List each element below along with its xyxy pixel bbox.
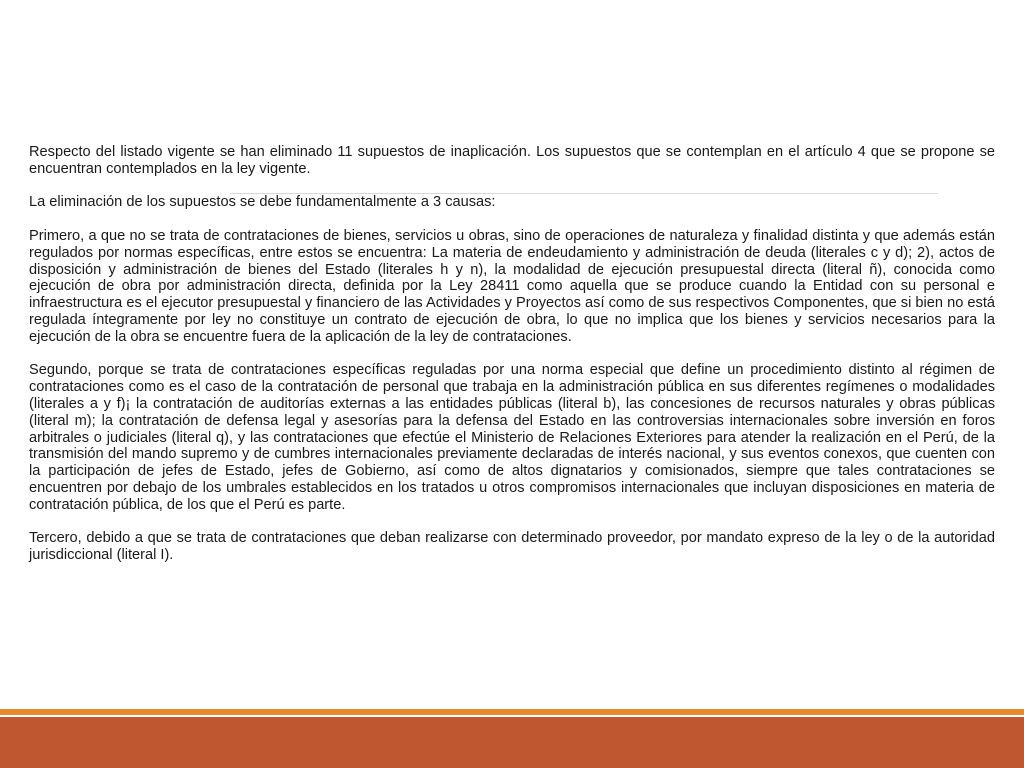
slide-body-text bbox=[29, 144, 995, 564]
paragraph-second-cause: Segundo, porque se trata de contrataciones específicas reguladas por una norma especial que define un procedimiento distinto al régimen de contrataciones como es el caso de la contratación de personal que trabaja en la administración pública en sus diferentes regímenes o modalidades (literales a y f)¡ la contratación de auditorías externas a las entidades públicas (literal b), las concesiones de recursos naturales y obras públicas (literal m); la contratación de defensa legal y asesorías para la defensa del Estado en las controversias internacionales sobre inversión en foros arbitrales o judiciales (literal q), y las contrataciones que efectúe el Ministerio de Relaciones Exteriores para atender la realización en el Perú, de la transmisión del mando supremo y de cumbres internacionales previamente declaradas de interés nacional, y sus eventos conexos, que cuenten con la participación de jefes de Estado, jefes de Gobierno, así como de altos dignatarios y comisionados, siempre que tales contrataciones se encuentren por debajo de los umbrales establecidos en los tratados u otros compromisos internacionales que incluyan disposiciones en materia de contratación pública, de los que el Perú es parte. bbox=[29, 362, 995, 513]
paragraph-causes-heading: La eliminación de los supuestos se debe fundamentalmente a 3 causas: bbox=[29, 194, 496, 211]
paragraph-intro: Respecto del listado vigente se han eliminado 11 supuestos de inaplicación. Los supuestos que se contemplan en el artículo 4 que se propone se encuentran contemplados en la ley vigente. bbox=[29, 144, 995, 177]
footer-accent-stripe bbox=[0, 709, 1024, 715]
footer-band bbox=[0, 717, 1024, 768]
paragraph-first-cause: Primero, a que no se trata de contrataciones de bienes, servicios u obras, sino de operaciones de naturaleza y finalidad distinta y que además están regulados por normas específicas, entre estos se encuentra: La materia de endeudamiento y administración de deuda (literales c y d); 2), actos de disposición y administración de bienes del Estado (literales h y n), la modalidad de ejecución presupuestal directa (literal ñ), conocida como ejecución de obra por administración directa, definida por la Ley 28411 como aquella que se produce cuando la Entidad con su personal e infraestructura es el ejecutor presupuestal y financiero de las Actividades y Proyectos así como de sus respectivos Componentes, que si bien no está regulada íntegramente por ley no constituye un contrato de ejecución de obra, lo que no implica que los bienes y servicios necesarios para la ejecución de la obra se encuentre fuera de la aplicación de la ley de contrataciones. bbox=[29, 227, 995, 345]
paragraph-third-cause: Tercero, debido a que se trata de contrataciones que deban realizarse con determinado proveedor, por mandato expreso de la ley o de la autoridad jurisdiccional (literal I). bbox=[29, 530, 995, 564]
